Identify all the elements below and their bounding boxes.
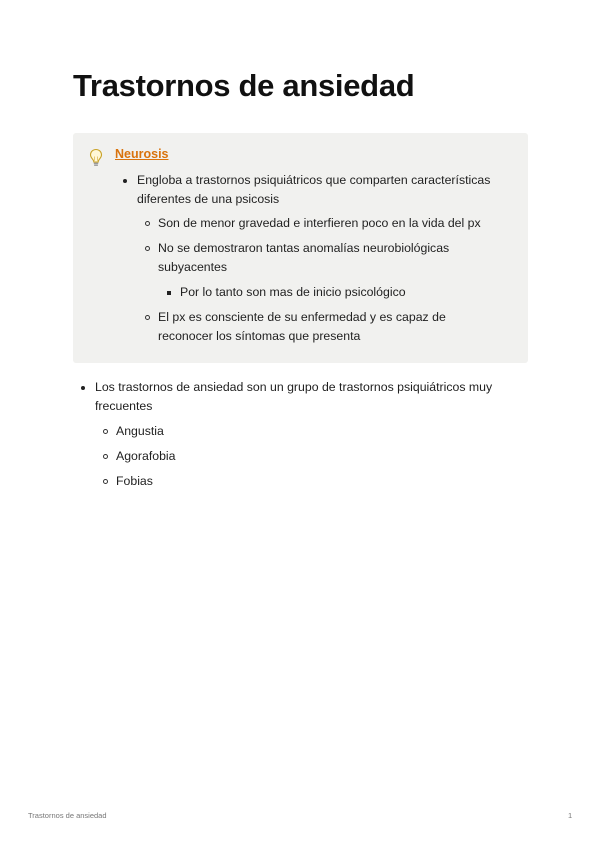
list-item: Por lo tanto son mas de inicio psicológico [180, 283, 520, 302]
disc-bullet [81, 386, 85, 390]
footer-doc-title: Trastornos de ansiedad [28, 811, 107, 820]
list-item: Los trastornos de ansiedad son un grupo de trastornos psiquiátricos muy frecuentes [95, 378, 535, 416]
list-item: No se demostraron tantas anomalías neurobiológicas subyacentes [158, 239, 488, 277]
list-item: Son de menor gravedad e interfieren poco en la vida del px [158, 214, 518, 233]
page-title: Trastornos de ansiedad [73, 68, 415, 103]
circle-bullet [145, 221, 150, 226]
circle-bullet [145, 246, 150, 251]
list-item: Angustia [116, 422, 416, 441]
list-item: El px es consciente de su enfermedad y es capaz de reconocer los síntomas que presenta [158, 308, 488, 346]
callout-box [73, 133, 528, 363]
disc-bullet [123, 179, 127, 183]
circle-bullet [103, 454, 108, 459]
footer-page-number: 1 [568, 811, 573, 820]
list-item: Fobias [116, 472, 416, 491]
list-item: Agorafobia [116, 447, 416, 466]
lightbulb-icon [89, 148, 103, 168]
circle-bullet [103, 429, 108, 434]
callout-title[interactable]: Neurosis [115, 147, 169, 161]
circle-bullet [145, 315, 150, 320]
circle-bullet [103, 479, 108, 484]
list-item: Engloba a trastornos psiquiátricos que comparten características diferentes de una psicosis [137, 171, 527, 209]
square-bullet [167, 291, 171, 295]
